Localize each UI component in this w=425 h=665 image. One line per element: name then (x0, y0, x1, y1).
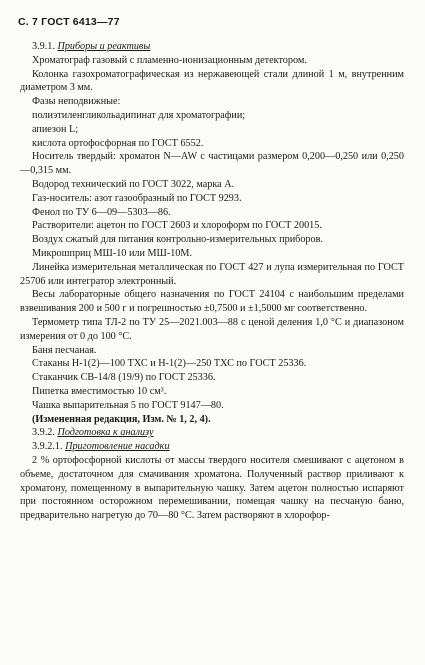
paragraph: Пипетка вместимостью 10 см³. (32, 385, 167, 397)
paragraph: Растворители: ацетон по ГОСТ 2603 и хлороформ по ГОСТ 20015. (32, 220, 322, 232)
paragraph: полиэтиленгликольадипинат для хроматографии; (32, 109, 246, 121)
page-header: С. 7 ГОСТ 6413—77 (18, 16, 120, 28)
paragraph: Носитель твердый: хроматон N—AW с частицами размером 0,200—0,250 или 0,250—0,315 мм. (20, 151, 404, 177)
paragraph: Воздух сжатый для питания контрольно-измерительных приборов. (32, 234, 323, 246)
section-number: 3.9.2.1. (32, 441, 63, 453)
section-title: Приборы и реактивы (57, 41, 151, 52)
paragraph: Фенол по ТУ 6—09—5303—86. (32, 206, 171, 218)
section-title: Приготовление насадки (65, 441, 170, 453)
paragraph: Газ-носитель: азот газообразный по ГОСТ 9293. (32, 192, 242, 204)
section-heading-3-9-2-1 (20, 440, 404, 454)
paragraph: Стаканы Н-1(2)—100 ТХС и Н-1(2)—250 ТХС по ГОСТ 25336. (32, 358, 307, 370)
paragraph: Стаканчик СВ-14/8 (19/9) по ГОСТ 25336. (32, 372, 216, 384)
document-body (20, 40, 404, 523)
paragraph: Термометр типа ТЛ-2 по ТУ 25—2021.003—88 с ценой деления 1,0 °С и диапазоном измерения от 0 до 100 °С. (20, 316, 404, 342)
section-heading-3-9-1 (20, 40, 404, 54)
section-heading-3-9-2 (20, 426, 404, 440)
paragraph: Баня песчаная. (32, 344, 97, 356)
paragraph: Чашка выпарительная 5 по ГОСТ 9147—80. (32, 399, 224, 411)
section-number: 3.9.1. (32, 41, 55, 52)
paragraph: апиезон L; (32, 123, 79, 135)
paragraph: Водород технический по ГОСТ 3022, марка А. (32, 178, 235, 190)
paragraph: Весы лабораторные общего назначения по ГОСТ 24104 с наибольшим пределами взвешивания 200 и 500 г и погрешностью ±0,7500 и ±1,5000 мг соответственно. (20, 289, 404, 315)
paragraph: кислота ортофосфорная по ГОСТ 6552. (32, 137, 204, 149)
section-number: 3.9.2. (32, 427, 55, 439)
paragraph: Линейка измерительная металлическая по ГОСТ 427 и лупа измерительная по ГОСТ 25706 или интегратор электронный. (20, 261, 404, 287)
section-title: Подготовка к анализу (57, 427, 154, 439)
amendment-note: (Измененная редакция, Изм. № 1, 2, 4). (32, 413, 211, 425)
paragraph: Фазы неподвижные: (32, 96, 121, 108)
paragraph: Микрошприц МШ-10 или МШ-10М. (32, 247, 193, 259)
paragraph: Колонка газохроматографическая из нержавеющей стали длиной 1 м, внутренним диаметром 3 мм. (20, 68, 404, 94)
paragraph: 2 % ортофосфорной кислоты от массы твердого носителя смешивают с ацетоном в объеме, достаточном для смачивания хроматона. Полученный раствор приливают к хроматону, помещенному в выпарительную чашку. Затем ацетон полностью испаряют при постоянном осторожном перемешивании, помещая чашку на песчаную баню, предварительно нагретую до 70—80 °С. Затем растворяют в хлорофор- (20, 454, 404, 522)
paragraph: Хроматограф газовый с пламенно-ионизационным детектором. (32, 54, 307, 66)
